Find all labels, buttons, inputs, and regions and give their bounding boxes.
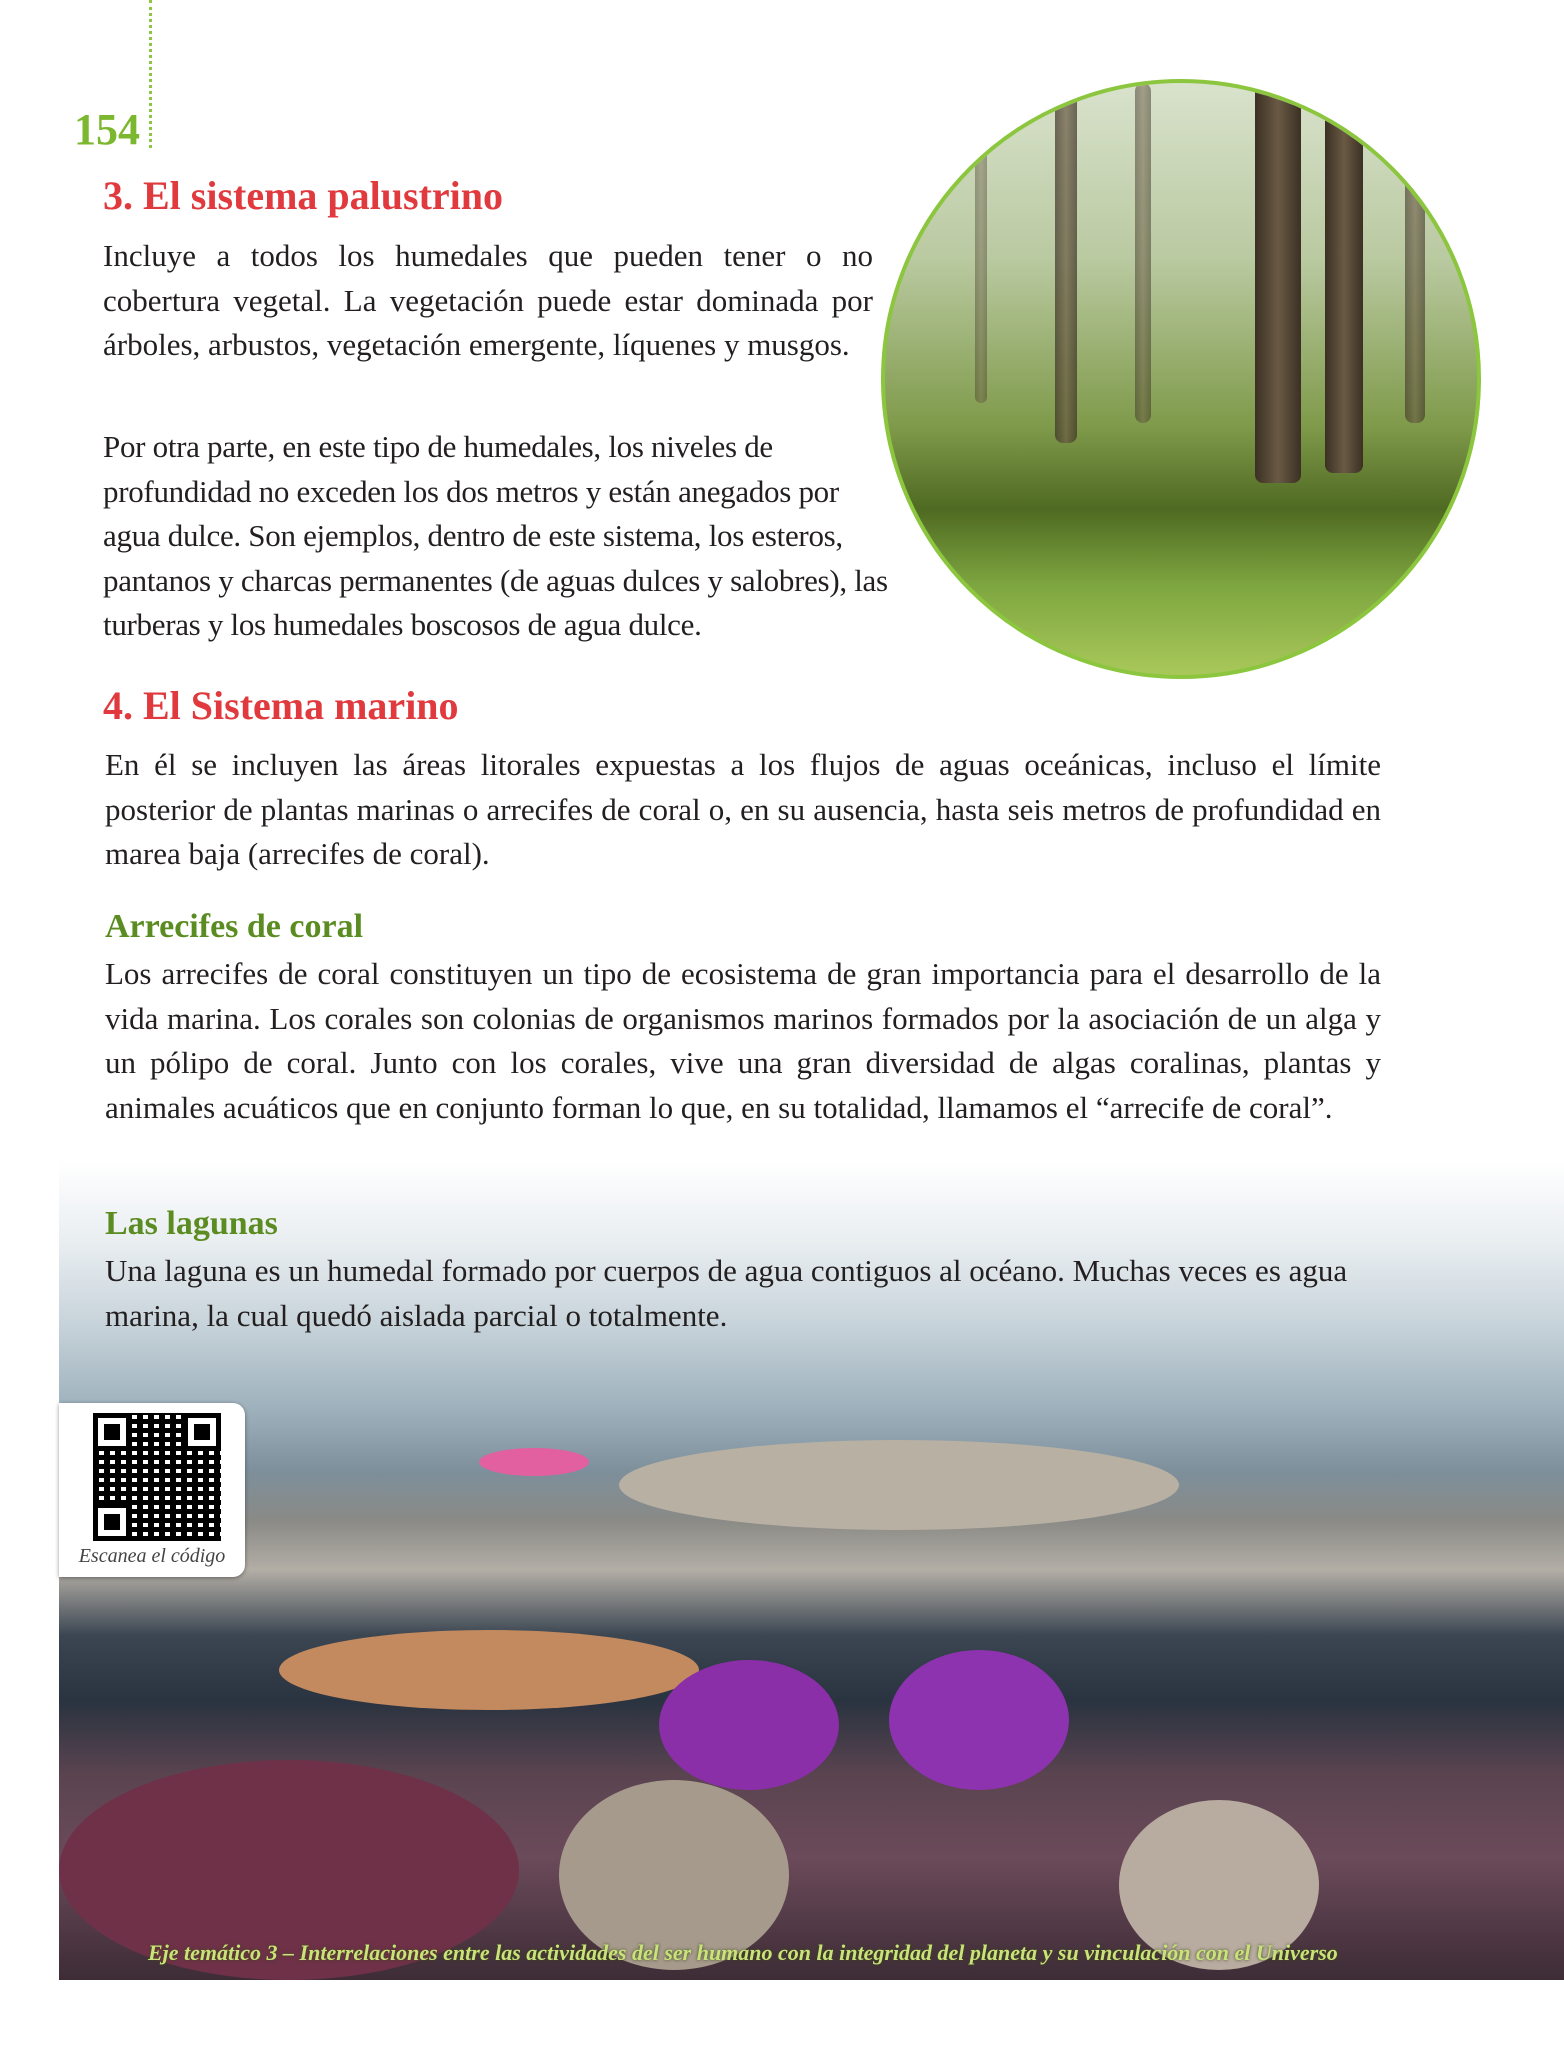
qr-code-card[interactable] (59, 1403, 245, 1577)
paragraph-palustrino-2: Por otra parte, en este tipo de humedales, los niveles de profundidad no exceden los dos metros y están anegados por agua dulce. Son ejemplos, dentro de este sistema, los esteros, pantanos y charcas permanentes (de aguas dulces y salobres), las turberas y los humedales boscosos de agua dulce. (103, 429, 888, 642)
footer-axis-title: Eje temático 3 – Interrelaciones entre las actividades del ser humano con la integridad del planeta y su vinculación con el Universo (148, 1940, 1338, 1965)
paragraph-marino: En él se incluyen las áreas litorales expuestas a los flujos de aguas oceánicas, incluso el límite posterior de plantas marinas o arrecifes de coral o, en su ausencia, hasta seis metros de profundidad en marea baja (arrecifes de coral). (105, 747, 1381, 871)
subheading-arrecifes: Arrecifes de coral (105, 908, 364, 945)
qr-label: Escanea el código (78, 1545, 226, 1567)
qr-code[interactable] (93, 1413, 221, 1541)
paragraph-lagunas: Una laguna es un humedal formado por cuerpos de agua contiguos al océano. Muchas veces es agua marina, la cual quedó aislada parcial o totalmente. (105, 1253, 1348, 1333)
paragraph-palustrino-2-block (103, 425, 943, 725)
subheading-lagunas: Las lagunas (105, 1205, 278, 1242)
paragraph-palustrino-1: Incluye a todos los humedales que pueden tener o no cobertura vegetal. La vegetación puede estar dominada por árboles, arbustos, vegetación emergente, líquenes y musgos. (103, 238, 873, 362)
page-number: 154 (74, 105, 140, 154)
margin-dotted-line (149, 0, 152, 148)
heading-palustrino: 3. El sistema palustrino (103, 173, 504, 218)
paragraph-arrecifes: Los arrecifes de coral constituyen un tipo de ecosistema de gran importancia para el desarrollo de la vida marina. Los corales son colonias de organismos marinos formados por la asociación de un alga y un pólipo de coral. Junto con los corales, vive una gran diversidad de algas coralinas, plantas y animales acuáticos que en conjunto forman lo que, en su totalidad, llamamos el “arrecife de coral”. (105, 956, 1381, 1125)
heading-marino: 4. El Sistema marino (103, 683, 459, 728)
swamp-forest-photo (881, 79, 1481, 679)
